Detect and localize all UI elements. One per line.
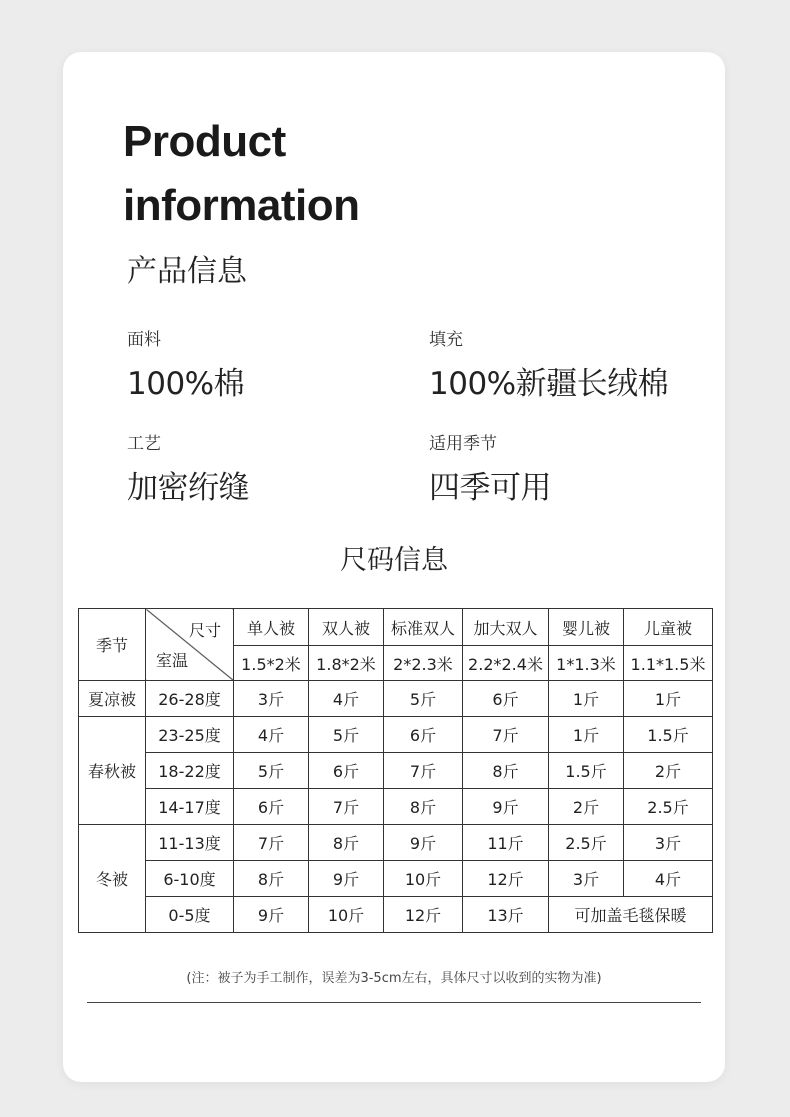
dimension-cell: 1.5*2米	[234, 646, 309, 681]
weight-cell: 1斤	[624, 681, 713, 717]
column-header-cell: 双人被	[309, 609, 384, 646]
weight-cell: 5斤	[234, 753, 309, 789]
column-header-cell: 婴儿被	[549, 609, 624, 646]
weight-cell: 3斤	[234, 681, 309, 717]
weight-cell: 9斤	[463, 789, 549, 825]
weight-cell: 3斤	[624, 825, 713, 861]
weight-cell: 2.5斤	[624, 789, 713, 825]
weight-cell: 4斤	[234, 717, 309, 753]
footnote: (注：被子为手工制作，误差为3-5cm左右，具体尺寸以收到的实物为准)	[186, 971, 602, 986]
weight-cell: 6斤	[463, 681, 549, 717]
weight-cell: 1斤	[549, 717, 624, 753]
weight-cell: 10斤	[309, 897, 384, 933]
weight-cell: 6斤	[234, 789, 309, 825]
weight-cell: 2.5斤	[549, 825, 624, 861]
weight-cell: 8斤	[234, 861, 309, 897]
weight-cell: 3斤	[549, 861, 624, 897]
weight-cell: 2斤	[549, 789, 624, 825]
size-header-label: 尺寸	[188, 621, 221, 640]
weight-cell: 5斤	[309, 717, 384, 753]
weight-cell: 8斤	[463, 753, 549, 789]
season-cell: 夏凉被	[79, 681, 146, 717]
attribute-label: 适用季节	[429, 434, 497, 454]
note-cell: 可加盖毛毯保暖	[549, 897, 713, 933]
temp-header-label: 室温	[156, 651, 189, 670]
dimension-cell: 1.8*2米	[309, 646, 384, 681]
temperature-cell: 14-17度	[146, 789, 234, 825]
weight-cell: 9斤	[384, 825, 463, 861]
product-info-card	[63, 52, 725, 1082]
weight-cell: 10斤	[384, 861, 463, 897]
title-english	[123, 110, 359, 238]
weight-cell: 7斤	[234, 825, 309, 861]
weight-cell: 9斤	[309, 861, 384, 897]
weight-cell: 2斤	[624, 753, 713, 789]
column-header-cell: 单人被	[234, 609, 309, 646]
column-header-cell: 标准双人	[384, 609, 463, 646]
temperature-cell: 11-13度	[146, 825, 234, 861]
attribute-season	[429, 429, 551, 507]
weight-cell: 8斤	[384, 789, 463, 825]
weight-cell: 11斤	[463, 825, 549, 861]
season-cell: 春秋被	[79, 717, 146, 825]
weight-cell: 12斤	[463, 861, 549, 897]
diagonal-header-cell	[146, 609, 234, 681]
weight-cell: 7斤	[309, 789, 384, 825]
title-english-line-2: information	[123, 181, 360, 230]
season-cell: 冬被	[79, 825, 146, 933]
attribute-label: 填充	[429, 330, 463, 350]
table-row	[79, 789, 713, 825]
weight-cell: 4斤	[309, 681, 384, 717]
column-header-cell: 加大双人	[463, 609, 549, 646]
attribute-craft	[127, 429, 249, 507]
weight-cell: 1.5斤	[624, 717, 713, 753]
temperature-cell: 23-25度	[146, 717, 234, 753]
attribute-filling	[429, 325, 668, 403]
weight-cell: 12斤	[384, 897, 463, 933]
weight-cell: 9斤	[234, 897, 309, 933]
attribute-value: 100%新疆长绒棉	[429, 366, 669, 402]
weight-cell: 6斤	[384, 717, 463, 753]
size-table	[78, 608, 713, 933]
weight-cell: 8斤	[309, 825, 384, 861]
table-row	[79, 825, 713, 861]
title-chinese: 产品信息	[127, 254, 247, 289]
temperature-cell: 0-5度	[146, 897, 234, 933]
temperature-cell: 26-28度	[146, 681, 234, 717]
weight-cell: 6斤	[309, 753, 384, 789]
dimension-cell: 1.1*1.5米	[624, 646, 713, 681]
season-header-cell: 季节	[79, 609, 146, 681]
size-info-title: 尺码信息	[340, 545, 448, 576]
attribute-label: 面料	[127, 330, 161, 350]
weight-cell: 1斤	[549, 681, 624, 717]
dimension-cell: 2*2.3米	[384, 646, 463, 681]
table-row	[79, 717, 713, 753]
attribute-value: 100%棉	[127, 366, 245, 402]
attribute-label: 工艺	[127, 434, 161, 454]
weight-cell: 13斤	[463, 897, 549, 933]
weight-cell: 7斤	[384, 753, 463, 789]
table-row	[79, 861, 713, 897]
weight-cell: 7斤	[463, 717, 549, 753]
table-row	[79, 681, 713, 717]
column-header-cell: 儿童被	[624, 609, 713, 646]
weight-cell: 1.5斤	[549, 753, 624, 789]
table-row	[79, 753, 713, 789]
divider-line	[87, 1002, 701, 1003]
dimension-cell: 2.2*2.4米	[463, 646, 549, 681]
weight-cell: 5斤	[384, 681, 463, 717]
attribute-value: 加密绗缝	[127, 470, 249, 506]
temperature-cell: 18-22度	[146, 753, 234, 789]
title-english-line-1: Product	[123, 117, 286, 166]
attribute-value: 四季可用	[429, 470, 551, 506]
table-row	[79, 897, 713, 933]
dimension-cell: 1*1.3米	[549, 646, 624, 681]
attribute-fabric	[127, 325, 244, 403]
table-header-row	[79, 609, 713, 646]
temperature-cell: 6-10度	[146, 861, 234, 897]
weight-cell: 4斤	[624, 861, 713, 897]
